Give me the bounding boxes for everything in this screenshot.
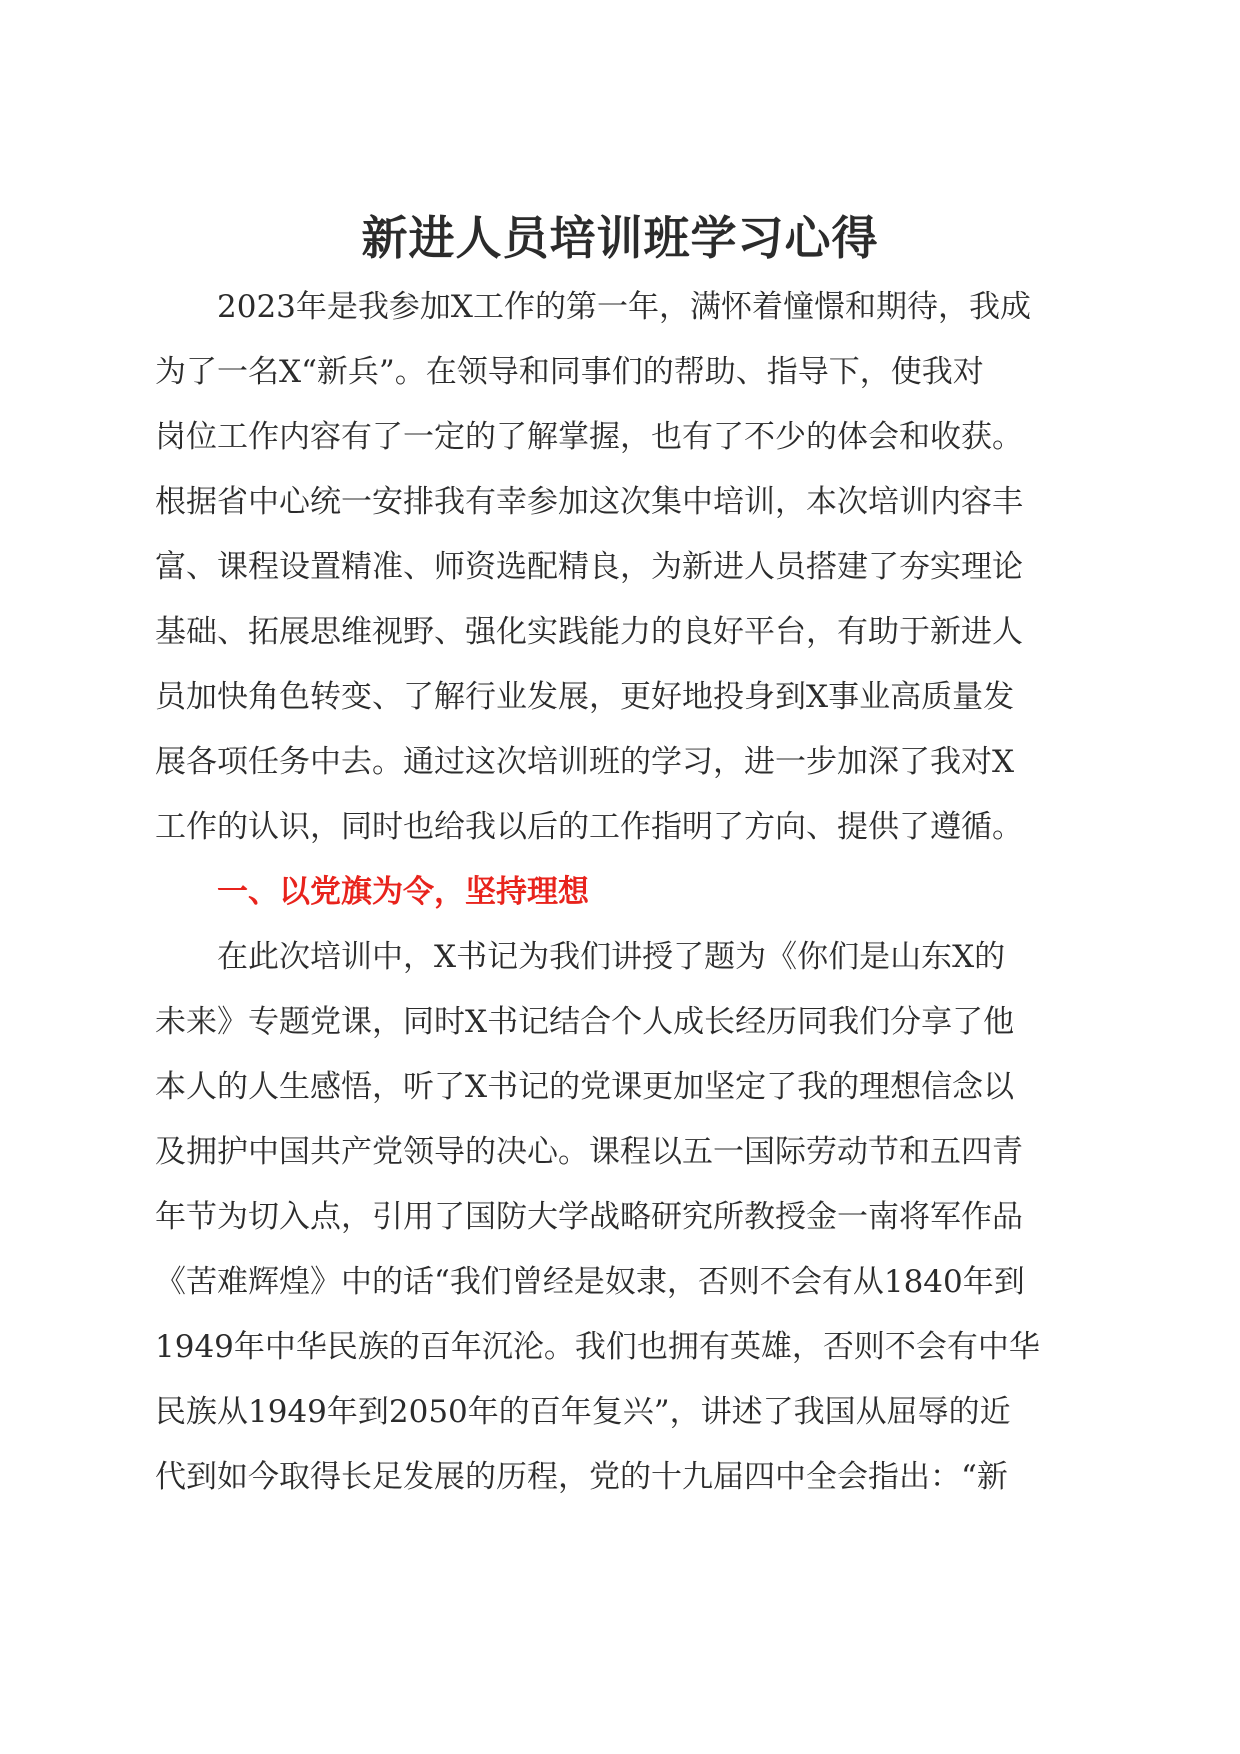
- paragraph-2-line-7: 1949年中华民族的百年沉沦。我们也拥有英雄，否则不会有中华: [155, 1329, 1040, 1365]
- paragraph-2-line-2: 未来》专题党课，同时X书记结合个人成长经历同我们分享了他: [155, 1004, 1015, 1040]
- paragraph-1-line-9: 工作的认识，同时也给我以后的工作指明了方向、提供了遵循。: [155, 809, 1023, 845]
- paragraph-2-line-3: 本人的人生感悟，听了X书记的党课更加坚定了我的理想信念以: [155, 1069, 1015, 1105]
- section-1-heading: 一、以党旗为令，坚持理想: [155, 874, 589, 910]
- paragraph-2-line-8: 民族从1949年到2050年的百年复兴”，讲述了我国从屈辱的近: [155, 1394, 1011, 1430]
- paragraph-2-line-9: 代到如今取得长足发展的历程，党的十九届四中全会指出：“新: [155, 1459, 1008, 1495]
- paragraph-2-line-4: 及拥护中国共产党领导的决心。课程以五一国际劳动节和五四青: [155, 1134, 1023, 1170]
- paragraph-1-line-4: 根据省中心统一安排我有幸参加这次集中培训，本次培训内容丰: [155, 484, 1023, 520]
- paragraph-2-line-6: 《苦难辉煌》中的话“我们曾经是奴隶，否则不会有从1840年到: [155, 1264, 1025, 1300]
- paragraph-2-line-5: 年节为切入点，引用了国防大学战略研究所教授金一南将军作品: [155, 1199, 1023, 1235]
- paragraph-1-line-5: 富、课程设置精准、师资选配精良，为新进人员搭建了夯实理论: [155, 549, 1023, 585]
- paragraph-2-line-1: 在此次培训中，X书记为我们讲授了题为《你们是山东X的: [155, 939, 1006, 975]
- document-title: 新进人员培训班学习心得: [361, 211, 879, 265]
- paragraph-1-line-3: 岗位工作内容有了一定的了解掌握，也有了不少的体会和收获。: [155, 419, 1023, 455]
- paragraph-1-line-7: 员加快角色转变、了解行业发展，更好地投身到X事业高质量发: [155, 679, 1015, 715]
- paragraph-1-line-8: 展各项任务中去。通过这次培训班的学习，进一步加深了我对X: [155, 744, 1015, 780]
- paragraph-1-line-1: 2023年是我参加X工作的第一年，满怀着憧憬和期待，我成: [155, 289, 1031, 325]
- paragraph-1-line-6: 基础、拓展思维视野、强化实践能力的良好平台，有助于新进人: [155, 614, 1023, 650]
- paragraph-1-line-2: 为了一名X“新兵”。在领导和同事们的帮助、指导下，使我对: [155, 354, 984, 390]
- document-body: [155, 275, 1075, 1510]
